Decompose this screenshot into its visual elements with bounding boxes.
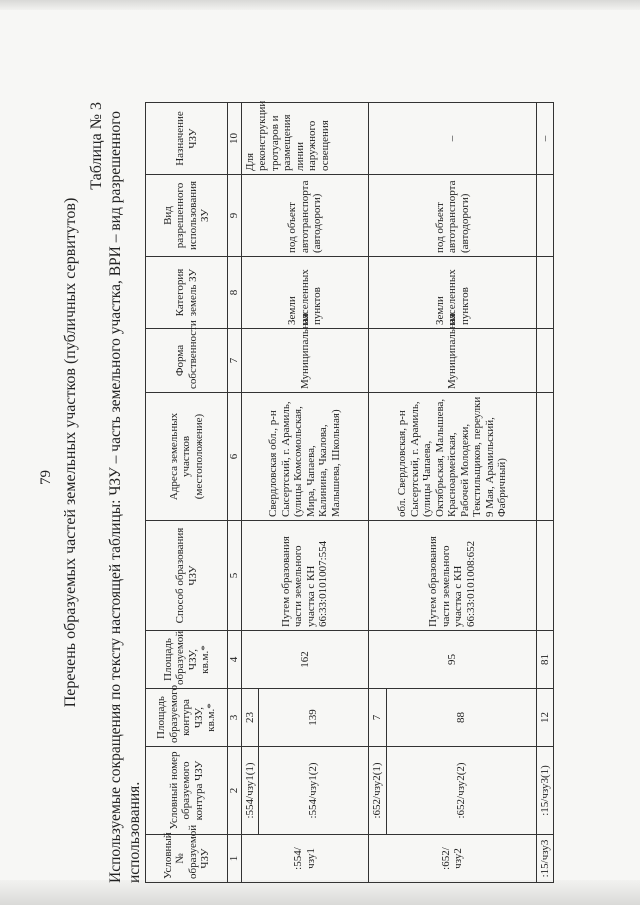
header-cell: Площадь образуемой ЧЗУ, кв.м.* [146, 631, 228, 689]
permitted-use: под объект автотранспорта (автодороги) [241, 175, 369, 257]
contour-number: :652/чзу2(1) [369, 747, 387, 835]
contour-number: :554/чзу1(2) [259, 747, 369, 835]
contour-area: 23 [241, 689, 259, 747]
parcel-address: Свердловская обл., р-н Сысертский, г. Арамиль, (улицы Комсомольская, Мира, Чапаева, Калинина, Чкалова, Малышева, Школьная) [241, 393, 369, 521]
column-number: 1 [228, 835, 242, 883]
abbreviations-note: Используемые сокращения по тексту настоящей таблицы: ЧЗУ – часть земельного участка, ВРИ – вид разрешенного использования. [107, 111, 143, 883]
header-cell: Адреса земельных участков (местоположение) [146, 393, 228, 521]
contour-area: 139 [259, 689, 369, 747]
empty-cell [536, 175, 554, 257]
empty-cell [536, 521, 554, 631]
header-cell: Условный № образуемой ЧЗУ [146, 835, 228, 883]
contour-number: :15/чзу3(1) [536, 747, 554, 835]
header-cell: Назначение ЧЗУ [146, 103, 228, 175]
header-cell: Условный номер образуемого контура ЧЗУ [146, 747, 228, 835]
column-number: 9 [228, 175, 242, 257]
column-number: 6 [228, 393, 242, 521]
part-id: :554/чзу1 [241, 835, 369, 883]
header-cell: Площадь образуемого контура ЧЗУ, кв.м.* [146, 689, 228, 747]
parcel-parts-table [145, 102, 554, 883]
header-cell: Вид разрешенного использования ЗУ [146, 175, 228, 257]
header-cell: Форма собственности [146, 329, 228, 393]
part-area: 95 [369, 631, 537, 689]
column-number: 3 [228, 689, 242, 747]
permitted-use: под объект автотранспорта (автодороги) [369, 175, 537, 257]
part-area: 162 [241, 631, 369, 689]
header-cell: Способ образования ЧЗУ [146, 521, 228, 631]
part-id: :652/чзу2 [369, 835, 537, 883]
contour-number: :652/чзу2(2) [386, 747, 536, 835]
column-number: 8 [228, 257, 242, 329]
ownership-form: Муниципальная [241, 329, 369, 393]
document-heading: Перечень образуемых частей земельных участков (публичных сервитутов) [62, 197, 79, 708]
table-row [369, 103, 387, 883]
page-number: 79 [38, 470, 54, 485]
contour-area: 12 [536, 689, 554, 747]
column-number: 2 [228, 747, 242, 835]
ownership-form: Муниципальная [369, 329, 537, 393]
table-row [536, 103, 554, 883]
part-purpose: Для реконструкции тротуаров и размещения линии наружного освещения [241, 103, 369, 175]
part-id: :15/чзу3 [536, 835, 554, 883]
part-purpose: – [536, 103, 554, 175]
land-category: Земли населенных пунктов [241, 257, 369, 329]
formation-method: Путем образования части земельного участка с КН 66:33:0101008:652 [369, 521, 537, 631]
column-number: 7 [228, 329, 242, 393]
contour-area: 7 [369, 689, 387, 747]
column-number: 4 [228, 631, 242, 689]
column-number-row [228, 103, 242, 883]
parcel-address: обл. Свердловская, р-н Сысертский, г. Арамиль, (улицы Чапаева, Октябрьская, Малышева, Красноармейская, Рабочей Молодежи, Текстильщиков, переулки 9 Мая, Арамильский, Фабричный) [369, 393, 537, 521]
column-number: 5 [228, 521, 242, 631]
formation-method: Путем образования части земельного участка с КН 66:33:0101007:554 [241, 521, 369, 631]
empty-cell [536, 329, 554, 393]
contour-area: 88 [386, 689, 536, 747]
empty-cell [536, 393, 554, 521]
contour-number: :554/чзу1(1) [241, 747, 259, 835]
header-row [146, 103, 228, 883]
empty-cell [536, 257, 554, 329]
header-cell: Категория земель ЗУ [146, 257, 228, 329]
column-number: 10 [228, 103, 242, 175]
part-purpose: – [369, 103, 537, 175]
part-area: 81 [536, 631, 554, 689]
table-label: Таблица № 3 [88, 102, 105, 190]
land-category: Земли населенных пунктов [369, 257, 537, 329]
table-row [241, 103, 259, 883]
